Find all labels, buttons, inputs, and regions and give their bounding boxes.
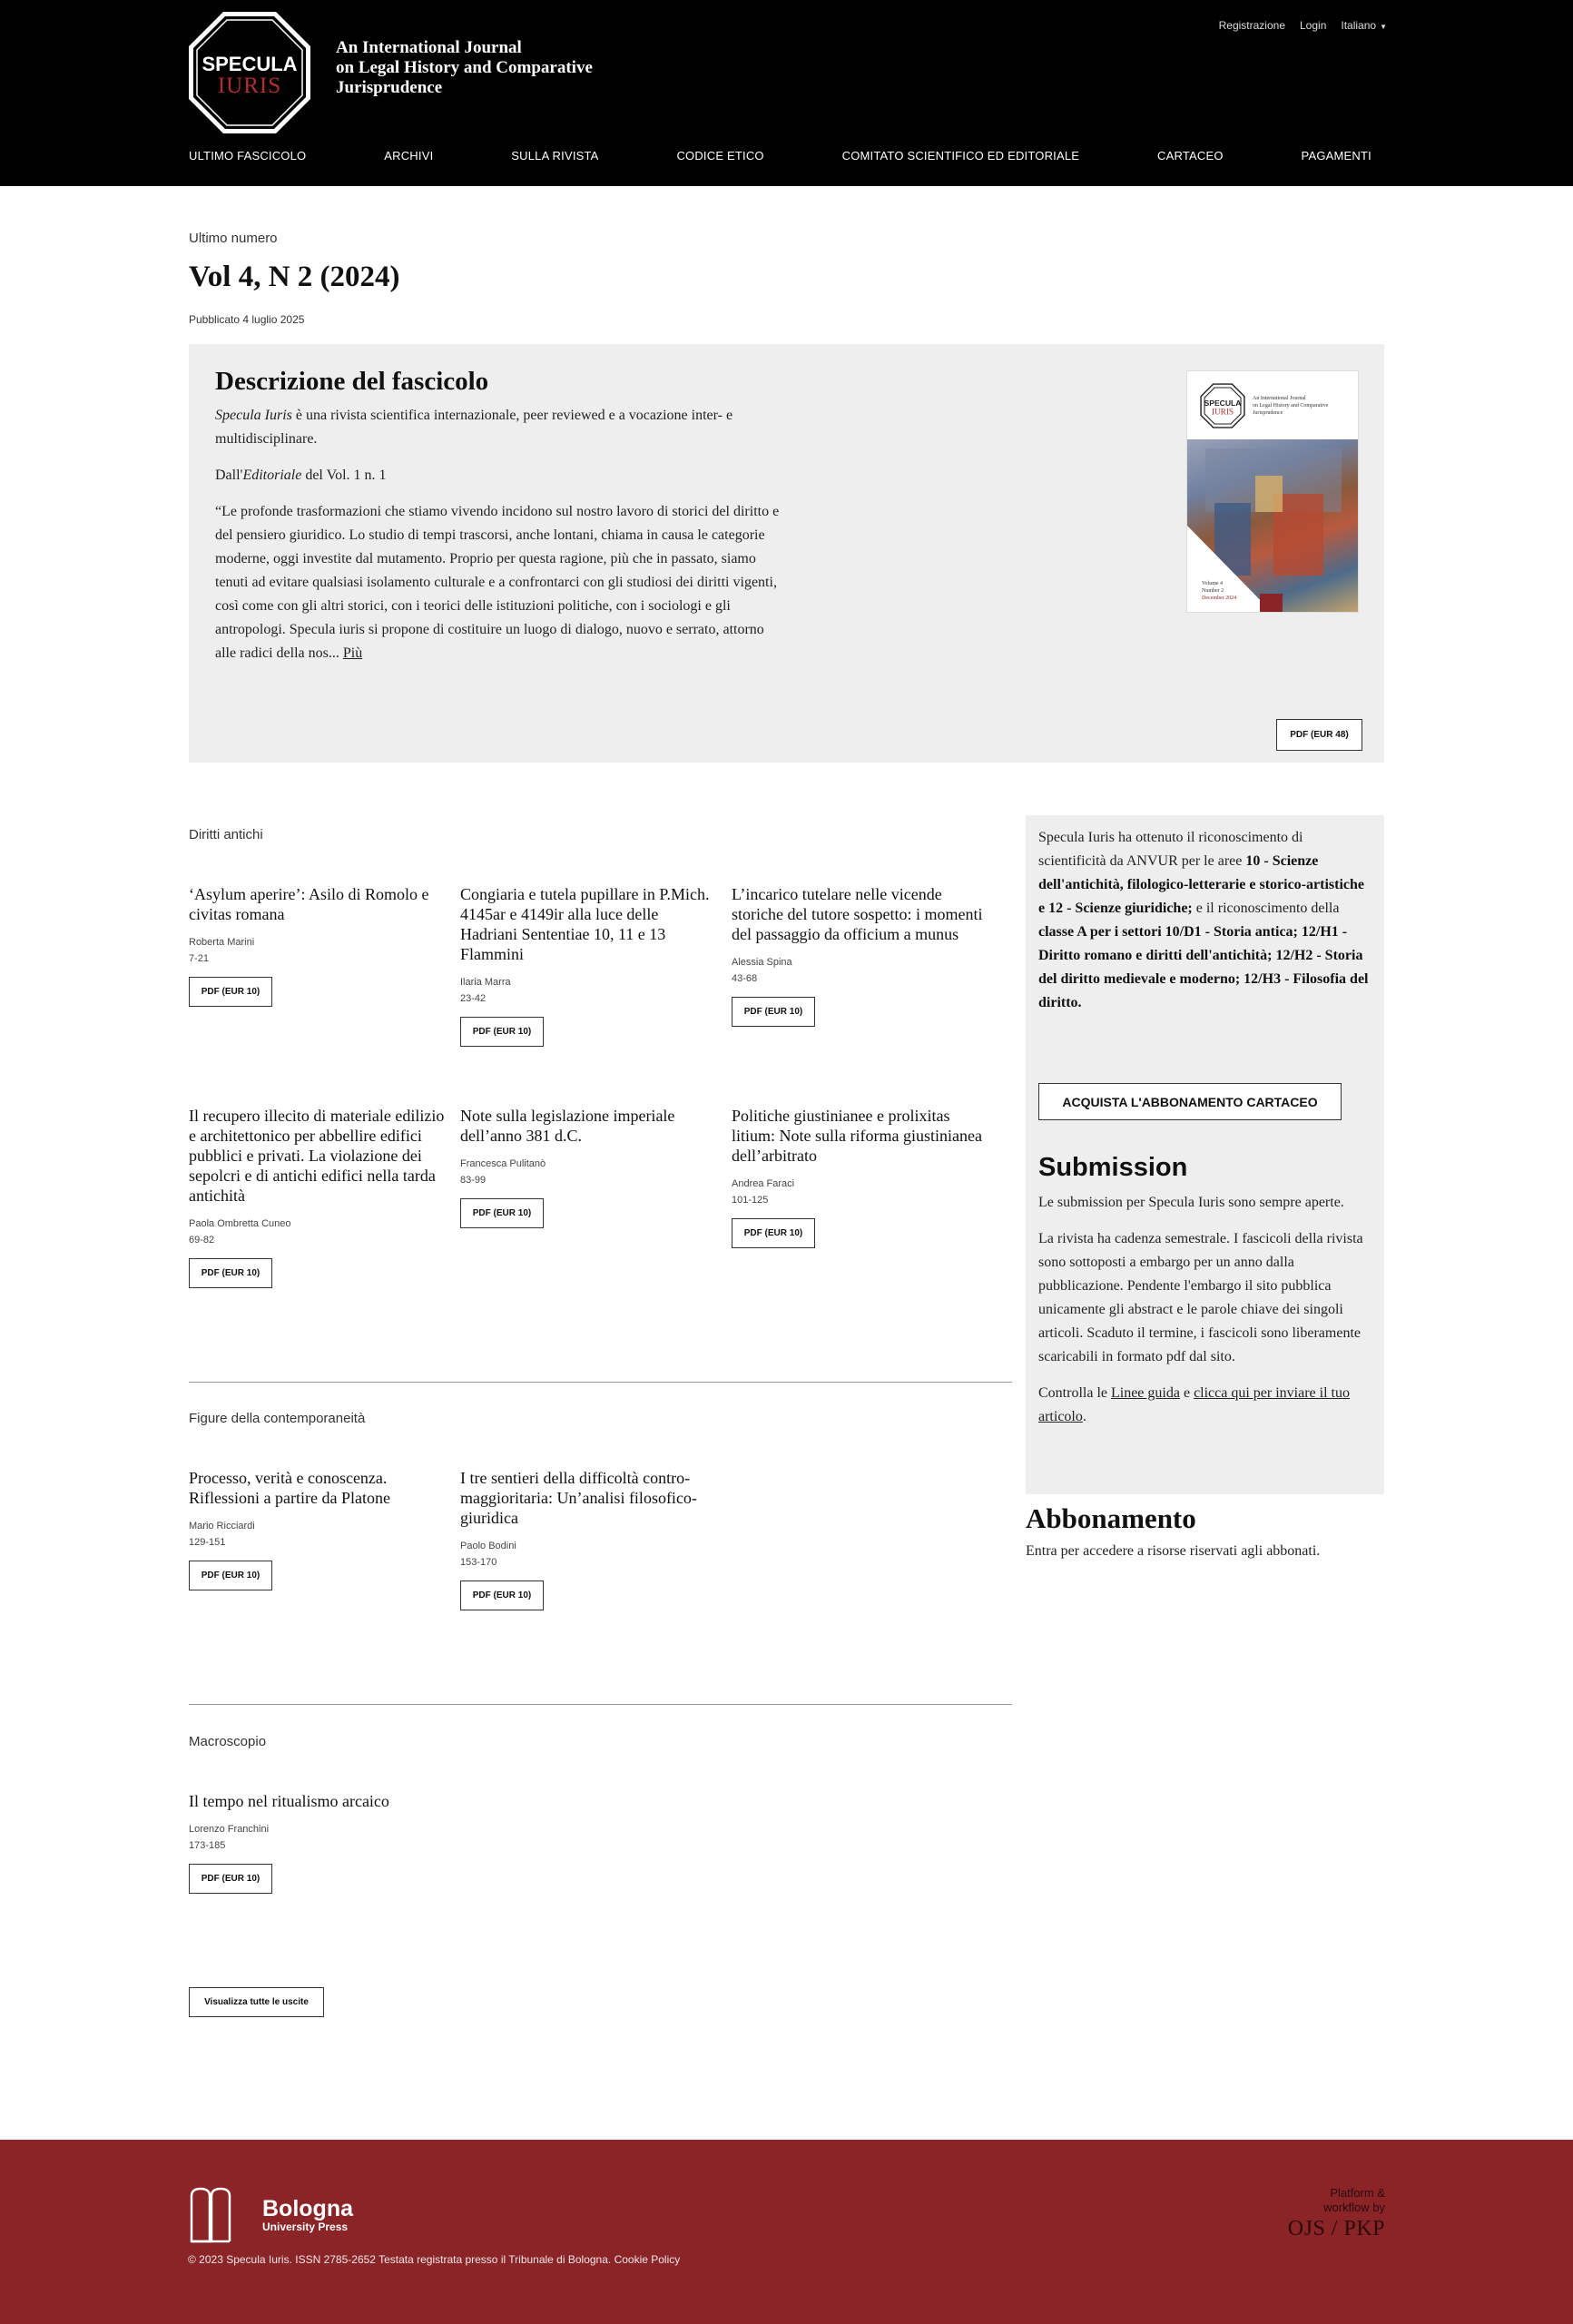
cover-tagline-line: An International Journal <box>1253 395 1306 401</box>
read-more-link[interactable]: Più <box>342 645 363 661</box>
platform-line: workflow by <box>1323 2201 1385 2214</box>
submission-text-part: Controlla le <box>1038 1385 1111 1401</box>
cover-volume-info <box>1202 580 1236 602</box>
article-item <box>189 1791 447 1894</box>
article-item <box>189 884 447 1007</box>
tagline-line: Jurisprudence <box>336 78 443 97</box>
description-heading: Descrizione del fascicolo <box>215 367 489 396</box>
cover-tagline <box>1253 395 1328 417</box>
publisher-name: Bologna <box>262 2196 353 2221</box>
article-title[interactable]: ‘Asylum aperire’: Asilo di Romolo e civitas romana <box>189 885 429 923</box>
article-item <box>732 884 990 1027</box>
article-author: Andrea Faraci <box>732 1178 795 1189</box>
subscription-heading: Abbonamento <box>1026 1502 1196 1534</box>
article-author: Roberta Marini <box>189 937 255 948</box>
language-label: Italiano <box>1341 19 1377 32</box>
submission-text-part: e <box>1179 1385 1194 1401</box>
submission-paragraph <box>1038 1382 1374 1429</box>
tagline-line: on Legal History and Comparative <box>336 58 593 77</box>
publisher-logo[interactable] <box>188 2187 353 2243</box>
site-footer <box>0 2140 1573 2324</box>
section-label: Diritti antichi <box>189 827 263 842</box>
article-author: Francesca Pulitanò <box>460 1158 546 1169</box>
anvur-class: classe A per i settori 10/D1 - Storia antica; 12/H1 - Diritto romano e diritti dell'antichità; 12/H2 - Storia del diritto medievale e moderno; 12/H3 - Filosofia del diritto. <box>1038 924 1369 1010</box>
buy-print-subscription-button[interactable]: ACQUISTA L'ABBONAMENTO CARTACEO <box>1038 1083 1342 1120</box>
issue-title: Vol 4, N 2 (2024) <box>189 261 400 293</box>
anvur-recognition-text <box>1038 826 1374 1015</box>
section-label: Figure della contemporaneità <box>189 1411 366 1426</box>
sidebar-panel <box>1026 815 1384 1494</box>
nav-item-pagamenti[interactable]: PAGAMENTI <box>1301 149 1371 162</box>
description-body <box>215 404 787 678</box>
article-pdf-button[interactable]: PDF (EUR 10) <box>460 1017 544 1047</box>
description-paragraph <box>215 464 787 487</box>
article-item <box>460 1468 719 1610</box>
nav-item-sulla-rivista[interactable]: SULLA RIVISTA <box>511 149 599 162</box>
submission-text-part: . <box>1082 1409 1086 1424</box>
anvur-text: e il riconoscimento della <box>1192 901 1340 916</box>
article-title[interactable]: Il recupero illecito di materiale edilizio e architettonico per abbellire edifici pubblici e privati. La violazione dei sepolcri e di antichi edifici nella tarda antichità <box>189 1107 445 1205</box>
article-author: Mario Ricciardi <box>189 1521 255 1531</box>
article-pdf-button[interactable]: PDF (EUR 10) <box>732 1218 815 1248</box>
copyright-text: © 2023 Specula Iuris. ISSN 2785-2652 Testata registrata presso il Tribunale di Bologna. Cookie Policy <box>188 2253 681 2266</box>
issue-description-panel <box>189 344 1384 763</box>
article-pdf-button[interactable]: PDF (EUR 10) <box>189 1561 272 1590</box>
nav-item-cartaceo[interactable]: CARTACEO <box>1157 149 1224 162</box>
subscription-text: Entra per accedere a risorse riservati agli abbonati. <box>1026 1543 1321 1559</box>
description-paragraph <box>215 500 787 665</box>
login-link[interactable]: Login <box>1300 19 1327 32</box>
anvur-text: Specula Iuris ha ottenuto il riconoscimento di scientificità da ANVUR per le aree <box>1038 830 1303 869</box>
logo-word-specula: SPECULA <box>202 53 298 75</box>
current-issue-kicker: Ultimo numero <box>189 231 278 246</box>
article-pages: 83-99 <box>460 1175 487 1186</box>
article-author: Paolo Bodini <box>460 1541 516 1551</box>
article-author: Alessia Spina <box>732 957 792 968</box>
ojs-pkp-mark: OJS / PKP <box>1287 2217 1385 2240</box>
platform-line: Platform & <box>1330 2186 1385 2200</box>
cover-logo-icon <box>1200 383 1245 428</box>
publisher-text <box>262 2197 353 2233</box>
caret-down-icon: ▼ <box>1380 23 1387 31</box>
section-divider <box>189 1382 1012 1383</box>
cover-volume-line: December 2024 <box>1202 596 1237 601</box>
cover-volume-line: Number 2 <box>1202 588 1224 594</box>
article-title[interactable]: Il tempo nel ritualismo arcaico <box>189 1792 389 1810</box>
article-pdf-button[interactable]: PDF (EUR 10) <box>460 1581 544 1610</box>
cover-volume-line: Volume 4 <box>1202 581 1224 586</box>
issue-cover-image[interactable] <box>1186 370 1359 613</box>
published-date: Pubblicato 4 luglio 2025 <box>189 313 305 326</box>
submission-paragraph: Le submission per Specula Iuris sono sempre aperte. <box>1038 1195 1344 1210</box>
article-author: Paola Ombretta Cuneo <box>189 1218 291 1229</box>
logo-word-iuris: IURIS <box>217 74 282 98</box>
description-text: Dall' <box>215 468 243 483</box>
article-item <box>189 1106 447 1288</box>
issue-pdf-button[interactable]: PDF (EUR 48) <box>1276 719 1362 751</box>
article-item <box>189 1468 447 1590</box>
submission-paragraph: La rivista ha cadenza semestrale. I fascicoli della rivista sono sottoposti a embargo per un anno dalla pubblicazione. Pendente l'embargo il sito pubblica unicamente gli abstract e le parole chiave dei singoli articoli. Scaduto il termine, i fascicoli sono liberamente scaricabili in formato pdf dal sito. <box>1038 1231 1363 1364</box>
open-book-icon <box>188 2187 253 2243</box>
article-pdf-button[interactable]: PDF (EUR 10) <box>189 977 272 1007</box>
register-link[interactable]: Registrazione <box>1218 19 1285 32</box>
article-pdf-button[interactable]: PDF (EUR 10) <box>189 1864 272 1894</box>
publisher-sub: University Press <box>262 2221 349 2233</box>
nav-item-ultimo-fascicolo[interactable]: ULTIMO FASCICOLO <box>189 149 307 162</box>
description-paragraph <box>215 404 787 451</box>
cover-header <box>1187 371 1358 439</box>
journal-name-em: Specula Iuris <box>215 408 292 423</box>
article-title[interactable]: Note sulla legislazione imperiale dell’anno 381 d.C. <box>460 1107 675 1145</box>
article-item <box>732 1106 990 1248</box>
cover-tagline-line: on Legal History and Comparative <box>1253 402 1329 409</box>
article-title[interactable]: Politiche giustinianee e prolixitas litium: Note sulla riforma giustinianea dell’arbitrato <box>732 1107 982 1165</box>
description-text: “Le profonde trasformazioni che stiamo vivendo incidono sul nostro lavoro di storici del diritto e del pensiero giuridico. Lo studio di tempi trascorsi, anche lontani, chiama in causa le categorie moderne, oggi investite dal mutamento. Proprio per questa ragione, più che in passato, siamo tenuti ad evitare qualsiasi isolamento culturale e a confrontarci con gli studiosi dei diritti vigenti, così come con gli altri storici, con i teorici delle istituzioni politiche, con i sociologi e gli antropologi. Specula iuris si propone di costituire un luogo di dialogo, nuovo e serrato, attorno alle radici della nos... <box>215 504 780 661</box>
tagline-line: An International Journal <box>336 38 522 57</box>
submission-text <box>1038 1191 1374 1442</box>
article-item <box>460 884 719 1047</box>
journal-logo[interactable] <box>186 9 313 136</box>
article-pages: 153-170 <box>460 1557 497 1568</box>
language-dropdown[interactable] <box>1341 19 1387 32</box>
article-title[interactable]: L’incarico tutelare nelle vicende storiche del tutore sospetto: i momenti del passaggio da officium a munus <box>732 885 983 943</box>
editoriale-em: Editoriale <box>242 468 302 483</box>
article-pages: 7-21 <box>189 953 210 964</box>
nav-item-codice-etico[interactable]: CODICE ETICO <box>676 149 764 162</box>
description-text: del Vol. 1 n. 1 <box>301 468 387 483</box>
main-nav <box>189 149 1371 162</box>
cover-logo-word: SPECULA <box>1204 398 1242 408</box>
anvur-areas: 10 - Scienze dell'antichità, filologico-letterarie e storico-artistiche e 12 - Scienze giuridiche; <box>1038 853 1364 916</box>
article-title[interactable]: Congiaria e tutela pupillare in P.Mich. 4145ar e 4149ir alla luce delle Hadriani Sententiae 10, 11 e 13 Flammini <box>460 885 710 963</box>
cover-artwork <box>1187 439 1359 613</box>
article-title[interactable]: I tre sentieri della difficoltà contro-maggioritaria: Un’analisi filosofico-giuridica <box>460 1469 697 1527</box>
guidelines-link[interactable]: Linee guida <box>1110 1385 1180 1401</box>
article-pages: 101-125 <box>732 1195 769 1206</box>
article-pdf-button[interactable]: PDF (EUR 10) <box>460 1198 544 1228</box>
article-pages: 69-82 <box>189 1235 215 1246</box>
view-all-issues-button[interactable]: Visualizza tutte le uscite <box>189 1987 324 2017</box>
user-nav <box>1219 19 1387 32</box>
article-pages: 173-185 <box>189 1840 226 1851</box>
submit-article-link[interactable]: clicca qui per inviare il tuo articolo <box>1038 1385 1350 1424</box>
cover-logo-word: IURIS <box>1211 407 1234 417</box>
article-title[interactable]: Processo, verità e conoscenza. Riflessioni a partire da Platone <box>189 1469 390 1507</box>
nav-item-comitato[interactable]: COMITATO SCIENTIFICO ED EDITORIALE <box>841 149 1080 162</box>
article-pages: 129-151 <box>189 1537 226 1548</box>
article-pages: 23-42 <box>460 993 487 1004</box>
article-pdf-button[interactable]: PDF (EUR 10) <box>732 997 815 1027</box>
article-author: Ilaria Marra <box>460 977 511 988</box>
description-text: è una rivista scientifica internazionale, peer reviewed e a vocazione inter- e multidisciplinare. <box>215 408 733 447</box>
article-item <box>460 1106 719 1228</box>
ojs-pkp-badge[interactable] <box>1288 2186 1385 2241</box>
article-author: Lorenzo Franchini <box>189 1824 270 1835</box>
nav-item-archivi[interactable]: ARCHIVI <box>384 149 434 162</box>
site-header <box>0 0 1573 186</box>
article-pdf-button[interactable]: PDF (EUR 10) <box>189 1258 272 1288</box>
section-label: Macroscopio <box>189 1734 267 1749</box>
journal-tagline <box>336 38 626 98</box>
section-divider <box>189 1704 1012 1705</box>
cover-tagline-line: Jurisprudence <box>1253 409 1283 416</box>
article-pages: 43-68 <box>732 973 758 984</box>
submission-heading: Submission <box>1038 1153 1188 1182</box>
